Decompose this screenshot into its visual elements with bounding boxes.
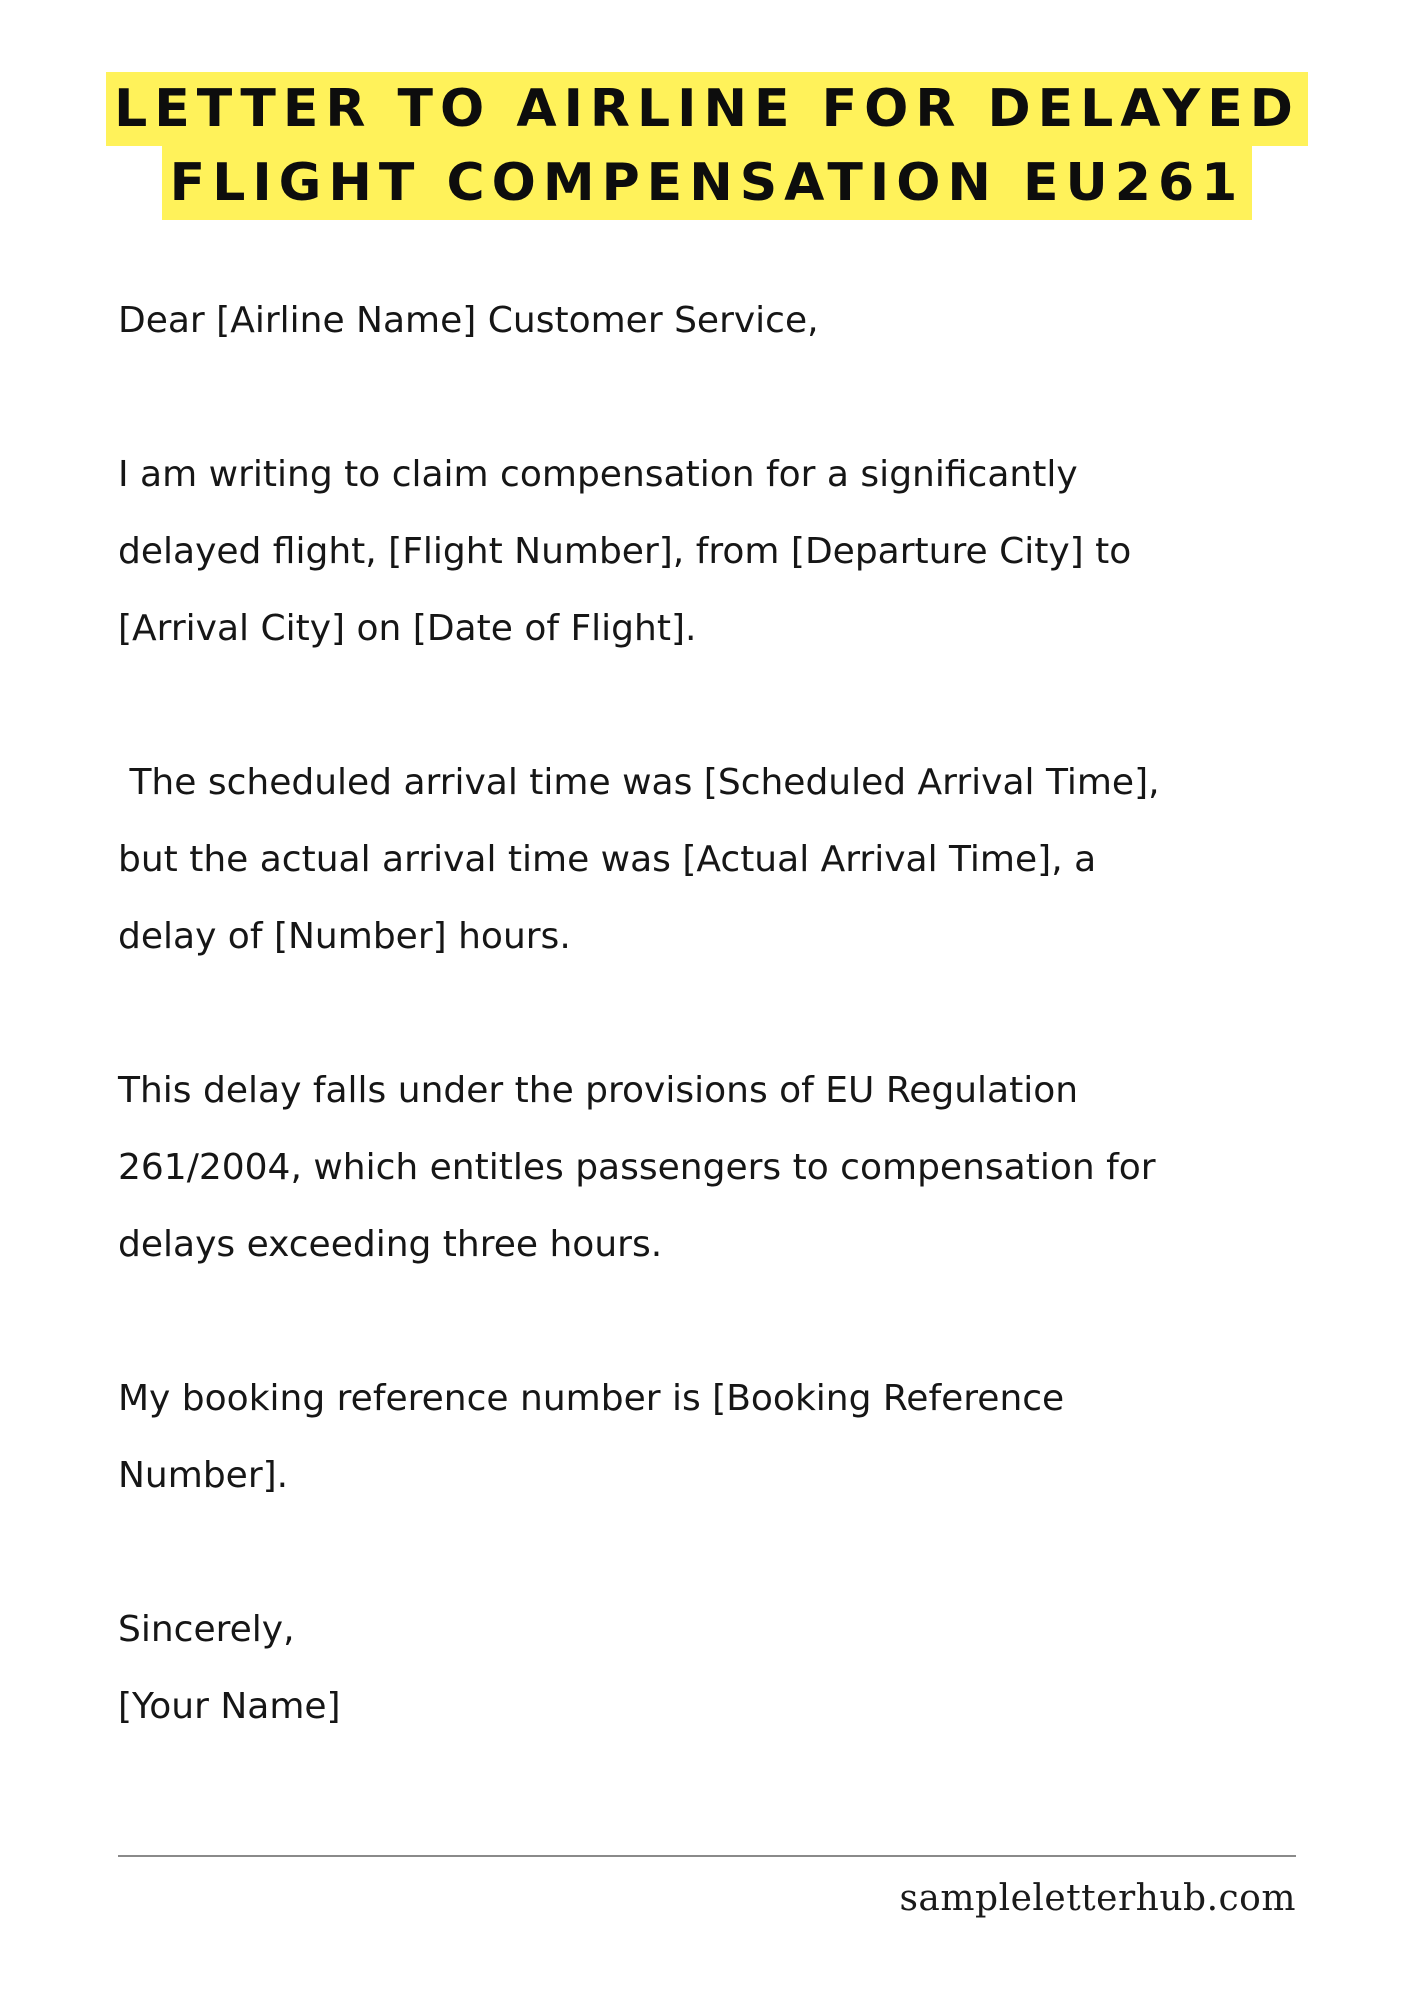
letter-body bbox=[118, 282, 1348, 1745]
paragraph-line: I am writing to claim compensation for a significantly bbox=[118, 454, 1078, 495]
paragraph-line: Number]. bbox=[118, 1455, 289, 1496]
paragraph-line: delay of [Number] hours. bbox=[118, 916, 571, 957]
letter-title bbox=[0, 72, 1414, 220]
paragraph-line: My booking reference number is [Booking Reference bbox=[118, 1378, 1065, 1419]
paragraph-line: [Arrival City] on [Date of Flight]. bbox=[118, 608, 697, 649]
footer-divider bbox=[118, 1855, 1296, 1857]
paragraph-line: This delay falls under the provisions of EU Regulation bbox=[118, 1070, 1079, 1111]
paragraph-delay-details bbox=[118, 744, 1348, 975]
paragraph-line: 261/2004, which entitles passengers to compensation for bbox=[118, 1147, 1156, 1188]
paragraph-line: The scheduled arrival time was [Scheduled Arrival Time], bbox=[118, 762, 1160, 803]
paragraph-line: delays exceeding three hours. bbox=[118, 1224, 663, 1265]
paragraph-regulation bbox=[118, 1052, 1348, 1283]
signature-placeholder: [Your Name] bbox=[118, 1686, 341, 1727]
title-line-1: LETTER TO AIRLINE FOR DELAYED bbox=[106, 72, 1308, 146]
paragraph-claim bbox=[118, 436, 1348, 667]
greeting: Dear [Airline Name] Customer Service, bbox=[118, 300, 819, 341]
paragraph-booking-reference bbox=[118, 1360, 1348, 1514]
footer-site-name: sampleletterhub.com bbox=[899, 1878, 1296, 1919]
closing: Sincerely, bbox=[118, 1609, 295, 1650]
paragraph-line: delayed flight, [Flight Number], from [Departure City] to bbox=[118, 531, 1132, 572]
paragraph-line: but the actual arrival time was [Actual Arrival Time], a bbox=[118, 839, 1097, 880]
title-line-2: FLIGHT COMPENSATION EU261 bbox=[162, 146, 1253, 220]
